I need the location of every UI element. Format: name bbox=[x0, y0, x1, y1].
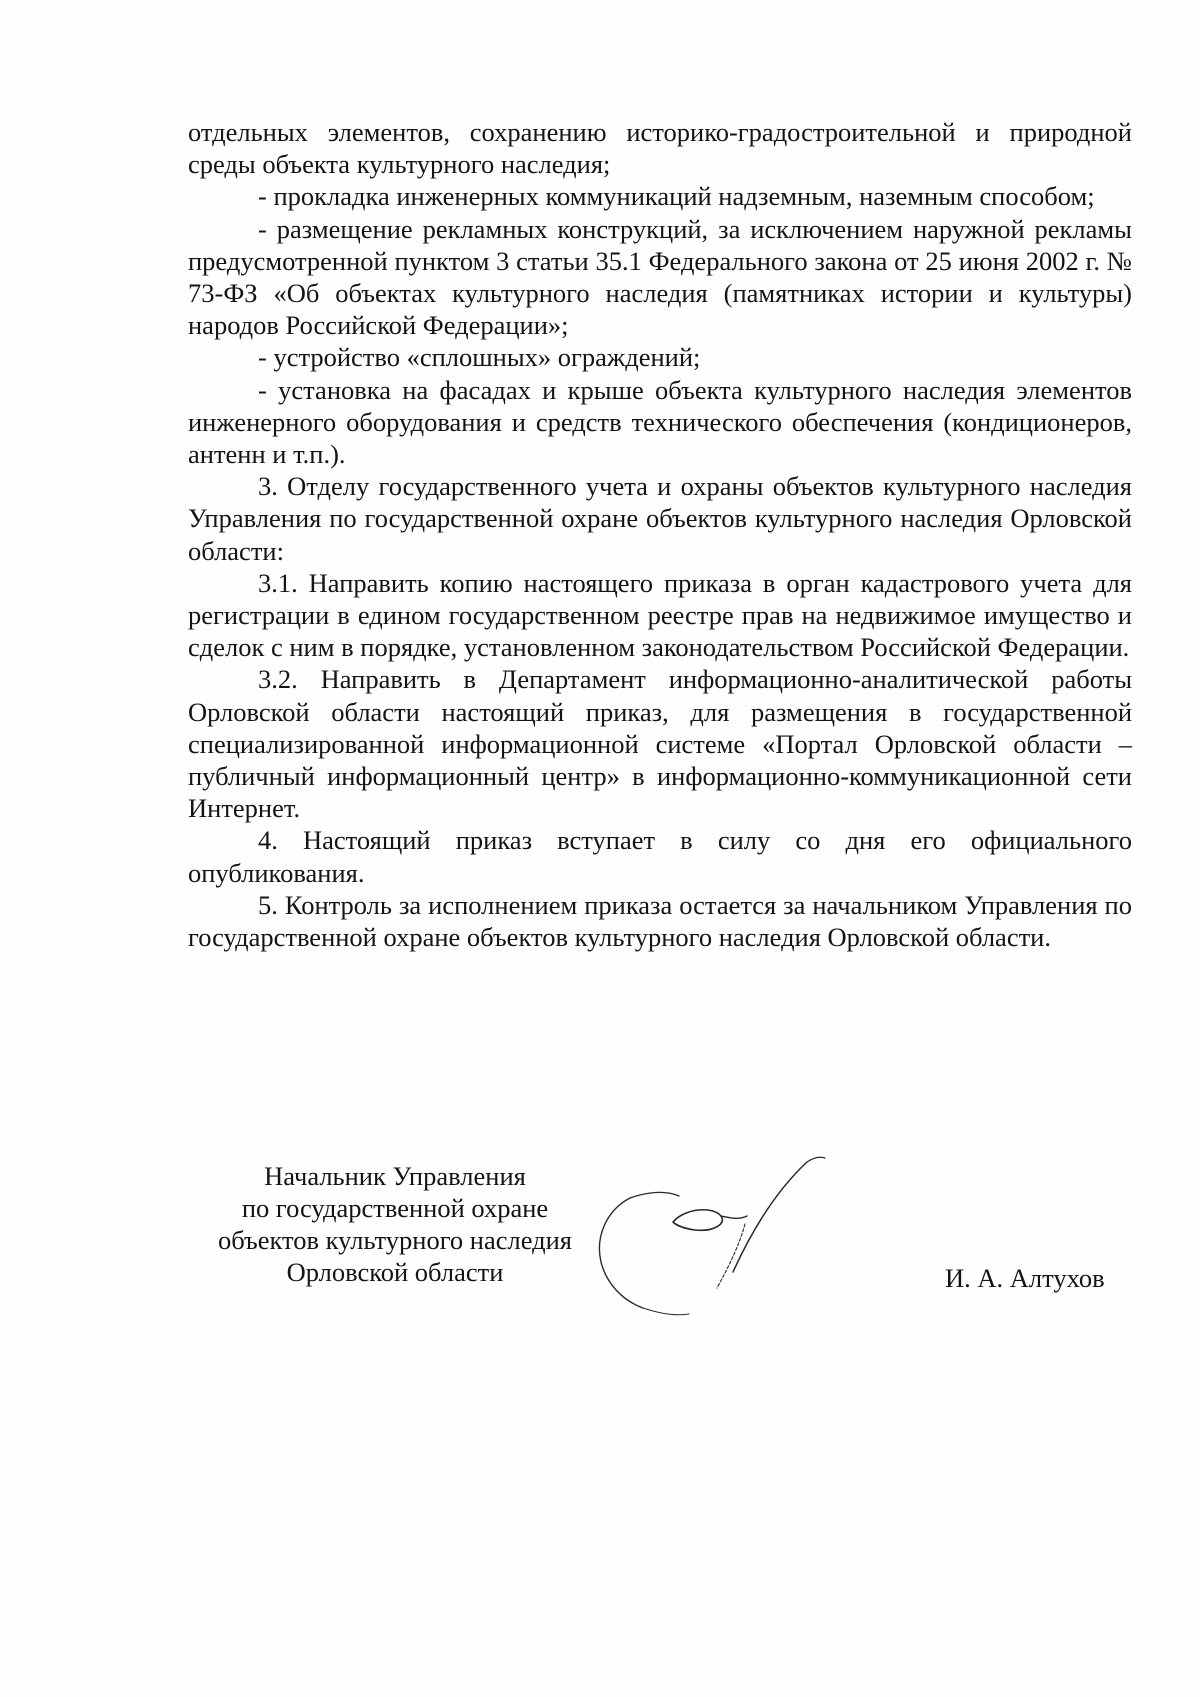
paragraph-item-equipment: - установка на фасадах и крыше объекта культурного наследия элементов инженерного оборудования и средств технического обеспечения (кондиционеров, антенн и т.п.). bbox=[188, 374, 1132, 470]
signer-position-line: Орловской области bbox=[286, 1257, 504, 1287]
paragraph-4: 4. Настоящий приказ вступает в силу со дня его официального опубликования. bbox=[188, 825, 1132, 888]
paragraph-3-2: 3.2. Направить в Департамент информационно-аналитической работы Орловской области настоящий приказ, для размещения в государственной специализированной информационной системе «Портал Орловской области – публичный информационный центр» в информационно-коммуникационной сети Интернет. bbox=[188, 664, 1132, 824]
signer-position-line: по государственной охране bbox=[241, 1193, 549, 1223]
paragraph-continuation: отдельных элементов, сохранению историко-градостроительной и природной среды объекта культурного наследия; bbox=[188, 117, 1132, 180]
signer-position bbox=[195, 1160, 595, 1288]
paragraph-5: 5. Контроль за исполнением приказа остается за начальником Управления по государственной охране объектов культурного наследия Орловской области. bbox=[188, 889, 1132, 953]
document-body bbox=[188, 116, 1132, 953]
handwritten-signature bbox=[585, 1150, 885, 1320]
signer-position-line: Начальник Управления bbox=[264, 1161, 526, 1191]
paragraph-3: 3. Отделу государственного учета и охраны объектов культурного наследия Управления по государственной охране объектов культурного наследия Орловской области: bbox=[188, 471, 1132, 566]
paragraph-item-advertising: - размещение рекламных конструкций, за исключением наружной рекламы предусмотренной пунктом 3 статьи 35.1 Федерального закона от 25 июня 2002 г. № 73-ФЗ «Об объектах культурного наследия (памятниках истории и культуры) народов Российской Федерации»; bbox=[188, 213, 1132, 341]
paragraph-item-utilities: - прокладка инженерных коммуникаций надземным, наземным способом; bbox=[258, 181, 1095, 212]
paragraph-item-fences: - устройство «сплошных» ограждений; bbox=[258, 342, 701, 373]
paragraph-3-1: 3.1. Направить копию настоящего приказа в орган кадастрового учета для регистрации в едином государственном реестре прав на недвижимое имущество и сделок с ним в порядке, установленном законодательством Российской Федерации. bbox=[188, 567, 1132, 663]
signer-name: И. А. Алтухов bbox=[945, 1263, 1105, 1293]
signer-position-line: объектов культурного наследия bbox=[217, 1225, 572, 1255]
